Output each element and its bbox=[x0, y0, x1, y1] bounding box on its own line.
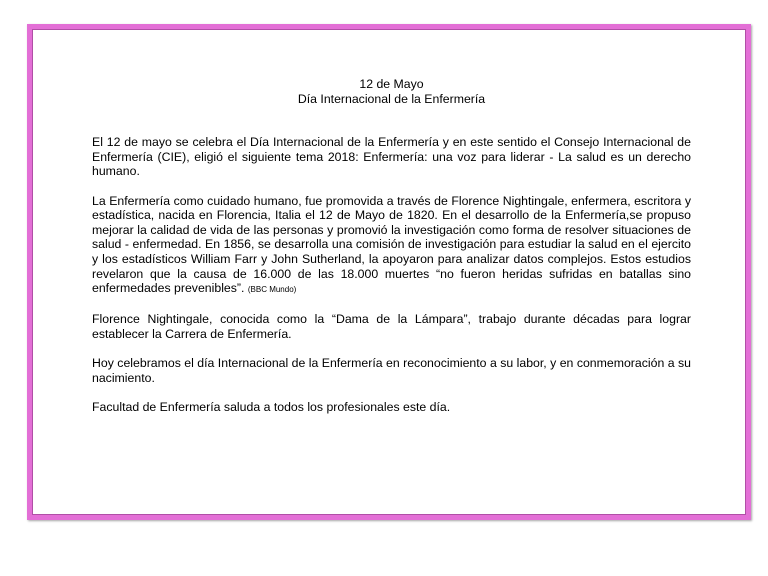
document-frame bbox=[27, 24, 751, 520]
heading-spacer bbox=[92, 106, 691, 135]
paragraph-cie-theme: El 12 de mayo se celebra el Día Internacional de la Enfermería y en este sentido el Consejo Internacional de Enfermería (CIE), eligió el siguiente tema 2018: Enfermería: una voz para liderar - La salud es un derecho humano. bbox=[92, 135, 691, 179]
heading-title: Día Internacional de la Enfermería bbox=[297, 91, 486, 106]
heading-date: 12 de Mayo bbox=[359, 77, 424, 91]
source-citation: (BBC Mundo) bbox=[247, 285, 297, 295]
paragraph-nightingale-text: La Enfermería como cuidado humano, fue promovida a través de Florence Nightingale, enfermera, escritora y estadística, nacida en Florencia, Italia el 12 de Mayo de 1820. En el desarrollo de la Enfermería,se propuso mejorar la calidad de vida de las personas y promovió la investigación como forma de resolver situaciones de salud - enfermedad. En 1856, se desarrolla una comisión de investigación para estudiar la salud en el ejercito y los estadísticos William Farr y John Sutherland, la apoyaron para analizar datos complejos. Estos estudios revelaron que la causa de 16.000 de las 18.000 muertes “no fueron heridas sufridas en batallas sino enfermedades prevenibles”. bbox=[92, 193, 691, 296]
paragraph-nightingale-history bbox=[92, 194, 691, 298]
paragraph-lady-with-lamp: Florence Nightingale, conocida como la “Dama de la Lámpara”, trabajo durante décadas para lograr establecer la Carrera de Enfermería. bbox=[92, 312, 691, 341]
document-heading bbox=[92, 77, 691, 106]
paragraph-greeting: Facultad de Enfermería saluda a todos los profesionales este día. bbox=[92, 399, 451, 414]
paragraph-celebration: Hoy celebramos el día Internacional de la Enfermería en reconocimiento a su labor, y en conmemoración a su nacimiento. bbox=[92, 356, 691, 385]
document-body bbox=[92, 77, 691, 429]
